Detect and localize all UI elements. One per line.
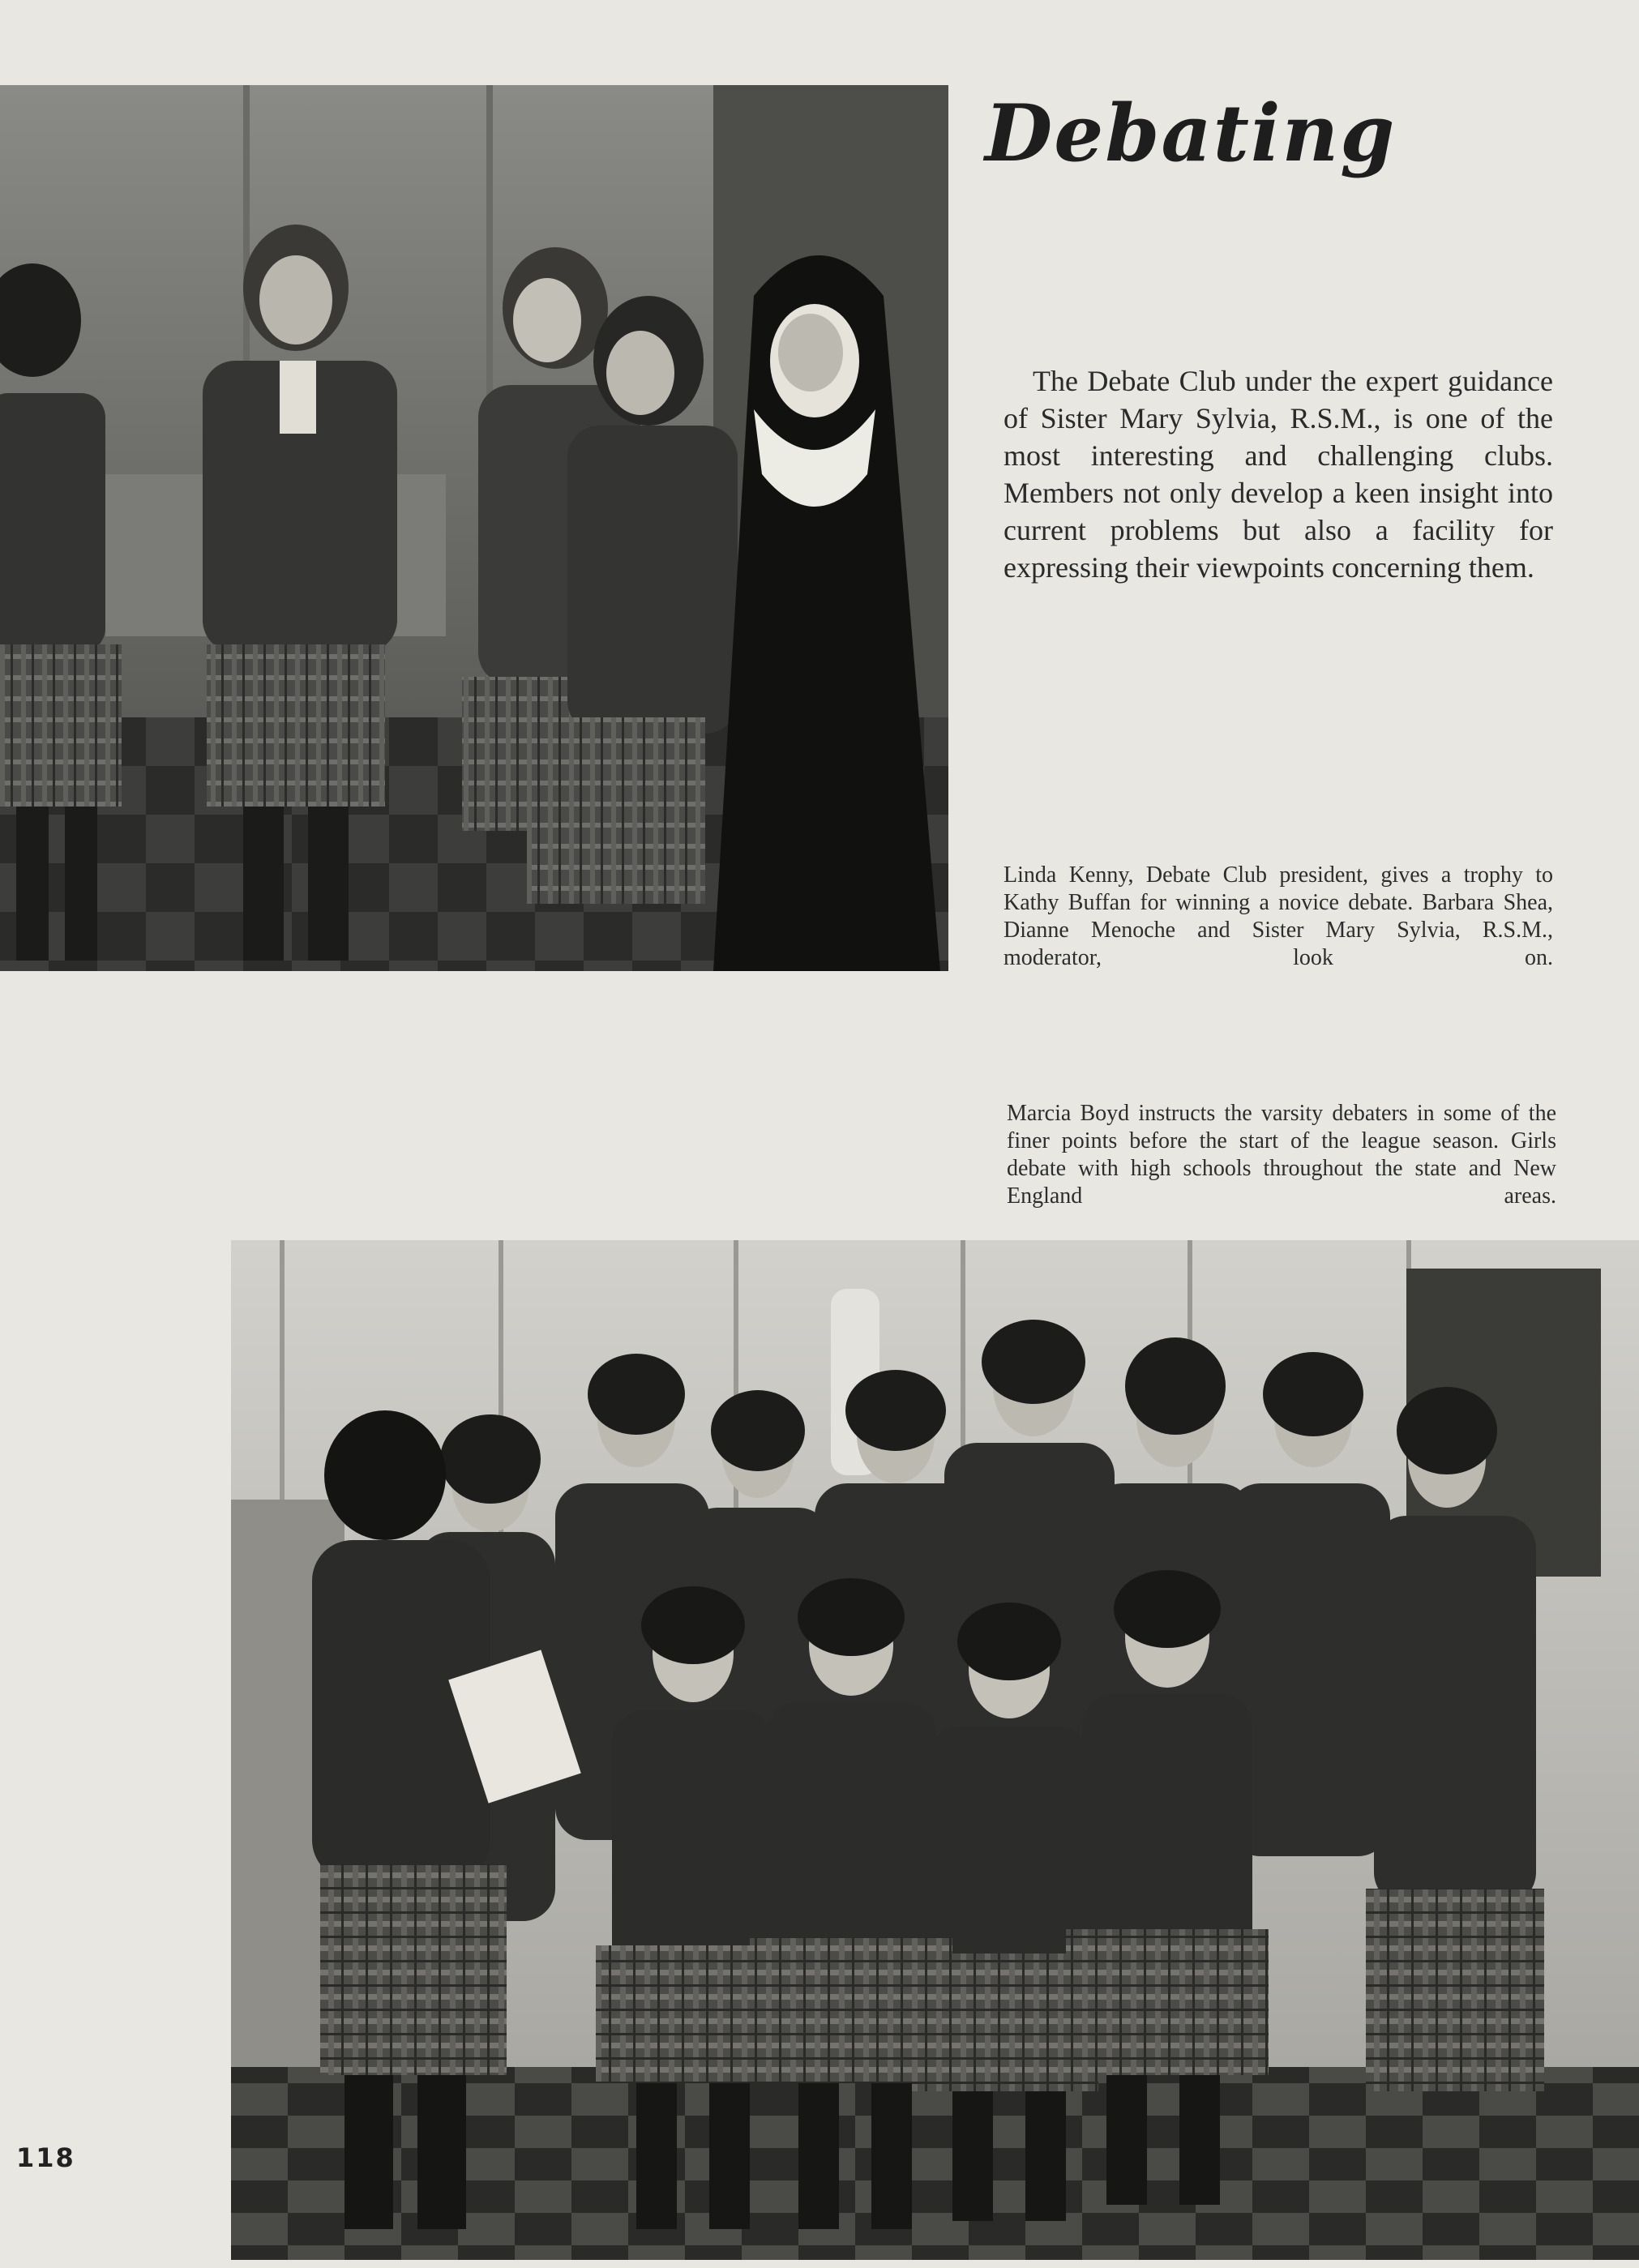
trophy-presentation-photo (0, 85, 948, 971)
page-title: Debating (985, 88, 1397, 179)
page-number: 118 (16, 2142, 75, 2173)
caption-trophy-photo: Linda Kenny, Debate Club president, gives a trophy to Kathy Buffan for winning a novice debate. Barbara Shea, Dianne Menoche and Sister Mary Sylvia, R.S.M., moderator, look on. (1004, 862, 1553, 970)
varsity-debaters-photo (231, 1240, 1639, 2260)
caption-group-photo: Marcia Boyd instructs the varsity debaters in some of the finer points before the start of the league season. Girls debate with high schools throughout the state and New England areas. (1007, 1101, 1556, 1209)
intro-paragraph: The Debate Club under the expert guidance of Sister Mary Sylvia, R.S.M., is one of the most interesting and challenging clubs. Members not only develop a keen insight into current problems but also a facility for expressing their viewpoints concerning them. (1004, 365, 1553, 584)
